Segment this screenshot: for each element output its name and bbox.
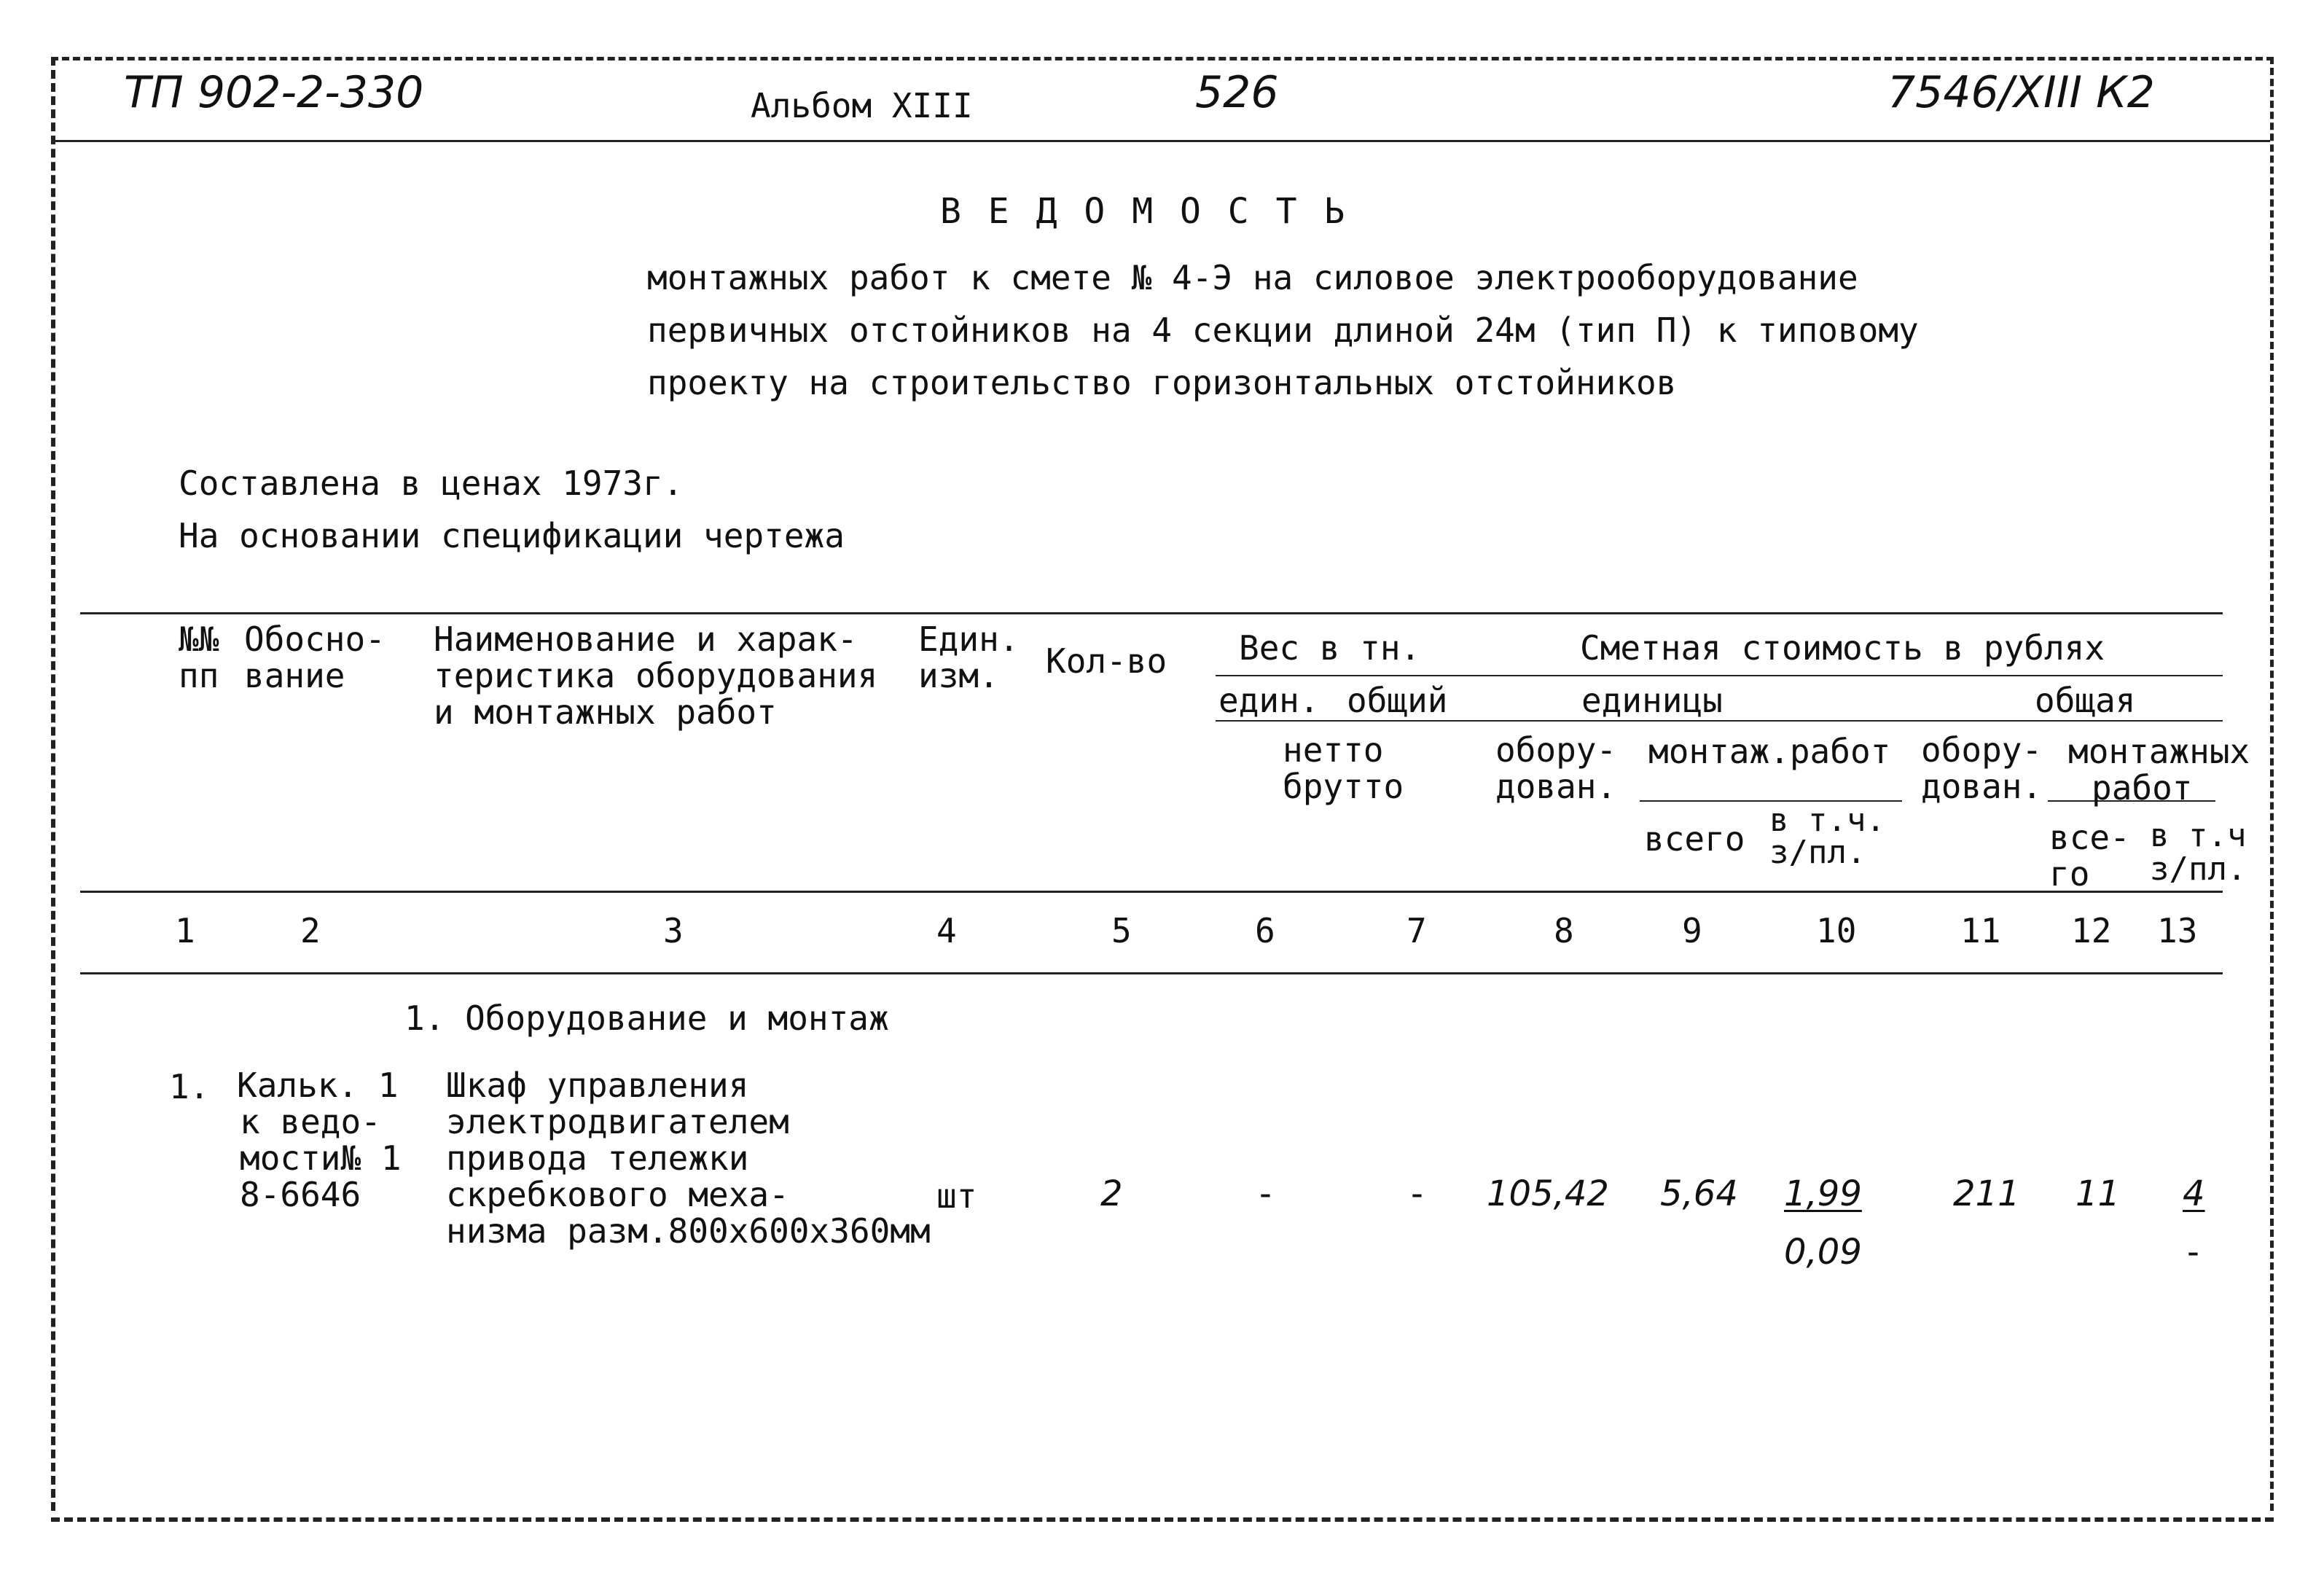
header-cost-unit: единицы [1581, 681, 1723, 720]
header-cost-total: общая [2035, 681, 2136, 720]
document-code: 7546/XIII К2 [1887, 67, 2155, 118]
header-num: №№ пп [179, 620, 219, 695]
subtitle-line-2: первичных отстойников на 4 секции длиной 24м (тип П) к типовому [647, 310, 1919, 350]
row-mount-total: 5,64 [1660, 1173, 1738, 1214]
header-name: Наименование и харак- теристика оборудования и монтажных работ [434, 620, 878, 732]
header-equip-total: обору- дован. [1921, 730, 2043, 806]
header-mount-total: монтажных [2068, 732, 2250, 771]
header-weight-unit: един. [1218, 681, 1320, 720]
header-bottom-rule [80, 891, 2223, 893]
column-numbers-rule [80, 972, 2223, 974]
header-cost-group: Сметная стоимость в рублях [1580, 628, 2105, 668]
document-title: В Е Д О М О С Т Ь [940, 191, 1348, 232]
column-number: 3 [663, 911, 684, 950]
column-number: 6 [1255, 911, 1275, 950]
frame-right-border [2270, 57, 2274, 1511]
header-equip-unit: обору- дован. [1495, 730, 1617, 806]
header-mount-total-2: работ [2092, 768, 2193, 808]
project-code: ТП 902-2-330 [124, 67, 424, 118]
row-unit: шт [936, 1176, 977, 1216]
column-number: 11 [1960, 911, 2001, 950]
row-equip-total: 211 [1953, 1173, 2020, 1214]
header-net-gross: нетто брутто [1283, 730, 1404, 806]
header-subrule-2 [1216, 720, 2223, 722]
header-weight-group: Вес в тн. [1239, 628, 1421, 668]
row-equip-cost: 105,42 [1487, 1173, 1609, 1214]
column-number: 1 [175, 911, 195, 950]
stamp-separator [55, 140, 2270, 142]
header-weight-total: общий [1347, 681, 1448, 720]
row-mount-wage-bottom: 0,09 [1784, 1232, 1862, 1273]
row-weight-unit: - [1255, 1173, 1276, 1214]
album-label: Альбом XIII [751, 86, 973, 125]
row-weight-total: - [1406, 1173, 1428, 1214]
header-incl-total: в т.ч з/пл. [2150, 817, 2247, 888]
row-mount-all: 11 [2075, 1173, 2121, 1214]
row-qty: 2 [1100, 1173, 1123, 1214]
header-unit: Един. изм. [918, 620, 1020, 695]
header-subrule [1216, 675, 2223, 676]
table-top-rule [80, 612, 2223, 614]
column-number: 10 [1816, 911, 1857, 950]
row-mount-wage-total-top: 4 [2183, 1173, 2205, 1214]
column-number: 4 [936, 911, 957, 950]
header-all-total: все- го [2049, 818, 2130, 894]
column-number: 8 [1554, 911, 1574, 950]
row-basis: Кальк. 1 к ведо- мости№ 1 8-6646 [237, 1066, 402, 1214]
section-title: 1. Оборудование и монтаж [404, 998, 889, 1038]
header-incl-unit: в т.ч. з/пл. [1769, 802, 1885, 871]
column-number: 13 [2157, 911, 2198, 950]
frame-bottom-border [51, 1517, 2274, 1522]
page-number: 526 [1195, 67, 1279, 118]
header-all-unit: всего [1644, 819, 1745, 859]
frame-left-border [51, 57, 55, 1511]
column-number: 12 [2071, 911, 2112, 950]
frame-top-border [51, 57, 2274, 60]
header-qty: Кол-во [1046, 641, 1167, 681]
row-name: Шкаф управления электродвигателем привода тележки скребкового меха- низма разм.800х600х360мм [446, 1066, 931, 1251]
row-num: 1. [169, 1067, 210, 1106]
header-mount-unit: монтаж.работ [1648, 732, 1891, 771]
row-mount-wage-top: 1,99 [1784, 1173, 1862, 1214]
subtitle-line-3: проекту на строительство горизонтальных отстойников [647, 363, 1677, 402]
subtitle-line-1: монтажных работ к смете № 4-Э на силовое электрооборудование [647, 258, 1858, 297]
row-mount-wage-total-bottom: - [2183, 1232, 2204, 1273]
basis-note: На основании спецификации чертежа [179, 516, 845, 555]
column-number: 2 [300, 911, 321, 950]
column-number: 9 [1682, 911, 1702, 950]
prices-note: Составлена в ценах 1973г. [179, 464, 684, 503]
column-number: 7 [1406, 911, 1427, 950]
column-number: 5 [1111, 911, 1132, 950]
header-basis: Обосно- вание [244, 620, 386, 695]
